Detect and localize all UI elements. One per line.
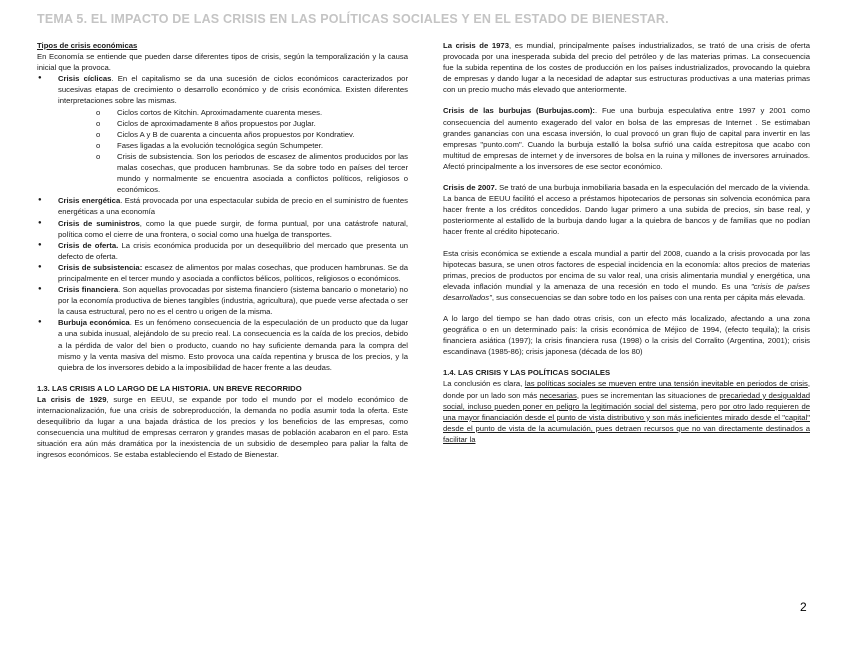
crisis-1929-paragraph bbox=[37, 394, 408, 461]
section-1-4-heading: 1.4. LAS CRISIS Y LAS POLÍTICAS SOCIALES bbox=[443, 368, 611, 378]
bullet-term: Crisis energética bbox=[58, 196, 121, 206]
conclusion-paragraph bbox=[443, 378, 810, 445]
bullet-term: Crisis cíclicas bbox=[58, 74, 112, 84]
crisis-2007-paragraph bbox=[443, 182, 810, 237]
list-item bbox=[37, 218, 408, 240]
crisis-2008-text-a: Esta crisis económica se extiende a escala mundial a partir del 2008, cuando a la crisis provocada por las hipotecas basura, se unen otros factores de especial incidencia en la economía: altos precios de materias primas, precios de productos por encima de su valor real, una crisis alimentaria mundial y energética, una elevada inflación mundial y la amenaza de una recesión en todo el mundo. Es una bbox=[443, 248, 810, 291]
crisis-2008-quote: "crisis de países desarrollados" bbox=[443, 281, 810, 302]
right-column bbox=[443, 40, 810, 445]
bubbles-paragraph bbox=[443, 105, 810, 172]
list-item: o Ciclos A y B de cuarenta a cincuenta años propuestos por Kondratiev. bbox=[117, 129, 408, 140]
list-item bbox=[37, 240, 408, 262]
bullet-text: . Está provocada por una espectacular subida de precio en el suministro de fuentes energéticas a una economía bbox=[58, 196, 408, 217]
crisis-1929-text: , surge en EEUU, se expande por todo el mundo por el modelo económico de internacionalización, fue una crisis de sobreproducción, la demanda no podía asumir toda la oferta. Este desequilibrio da lugar a una bajada drástica de los precios y los beneficios de las empresas, como consecuencia una multitud de empresas cerraron y grandes masas de población acabaron en el paro. Esta situación era aún más dramática por la inexistencia de un subsidio de desempleo para paliar la falta de ingresos económicos. Se estaba estableciendo el Estado de Bienestar. bbox=[37, 394, 408, 460]
list-item bbox=[37, 262, 408, 284]
conclusion-underline-1: las políticas sociales se mueven entre una tensión inevitable en periodos de crisis bbox=[524, 379, 808, 389]
bullet-text: . Es un fenómeno consecuencia de la especulación de un producto que da lugar a una subida inusual, alejándolo de su precio real. La consecuencia es la caída de los precios, debido a la pérdida de valor del bien o producto, cuando no hay suficiente demanda para la compra del mismo y la venta masiva del mismo. Esto provoca una caída repentina y brusca de los precios, y la quiebra de los inversores debido a la imposibilidad de hacer frente a las deudas. bbox=[58, 318, 409, 372]
conclusion-mid-1: , donde por un lado son más bbox=[443, 379, 810, 400]
other-crises-paragraph: A lo largo del tiempo se han dado otras crisis, con un efecto más localizado, afectando a una zona geográfica o en un determinado país: la crisis económica de Méjico de 1994, (efecto tequila); la crisis financiera asiática (1997); la crisis financiera rusa (1998) o la crisis del Corralito (Argentina, 2001); crisis escandinava (1985-86); crisis japonesa (década de los 80) bbox=[443, 313, 810, 357]
bullet-text: escasez de alimentos por malas cosechas, que producen hambrunas. Se da principalmente en el tercer mundo y asociada a conflictos bélicos, políticos, religiosos o económicos. bbox=[58, 262, 408, 283]
crisis-2008-text-b: , sus consecuencias se dan sobre todo en los países con una renta per cápita más elevada. bbox=[491, 292, 806, 302]
list-item bbox=[37, 73, 408, 195]
types-heading: Tipos de crisis económicas bbox=[37, 41, 138, 50]
crisis-2007-term: Crisis de 2007. bbox=[443, 183, 497, 193]
crisis-1929-term: La crisis de 1929 bbox=[37, 394, 107, 404]
crisis-1973-paragraph bbox=[443, 40, 810, 95]
conclusion-lead: La conclusión es clara, bbox=[443, 379, 525, 389]
list-item bbox=[37, 317, 408, 372]
bullet-term: Burbuja económica bbox=[58, 318, 130, 328]
crisis-2007-text: Se trató de una burbuja inmobiliaria basada en la especulación del mercado de la vivienda. La banca de EEUU facilitó el acceso a préstamos hipotecarios de personas sin solvencia económica para hacer frente a los créditos concedidos. Dando lugar primero a una subida de precios, sin base real, y posteriormente al estallido de la burbuja dando lugar a la quiebra de bancos y de familias que no podían hacer frente al crédito hipotecario. bbox=[443, 183, 810, 237]
crisis-2008-paragraph bbox=[443, 248, 810, 303]
list-item: o Ciclos de aproximadamente 8 años propuestos por Juglar. bbox=[117, 118, 408, 129]
crisis-1973-term: La crisis de 1973 bbox=[443, 41, 509, 50]
list-item bbox=[37, 284, 408, 317]
left-column bbox=[37, 40, 408, 460]
list-item bbox=[37, 195, 408, 217]
bullet-term: Crisis financiera bbox=[58, 285, 119, 295]
conclusion-underline-3: precariedad y desigualdad social, incluso pueden poner en peligro la legitimación social del sistema bbox=[443, 390, 810, 411]
types-intro: En Economía se entiende que pueden darse diferentes tipos de crisis, según la temporalización y la causa inicial que la provoca. bbox=[37, 52, 408, 73]
document-title: TEMA 5. EL IMPACTO DE LAS CRISIS EN LAS POLÍTICAS SOCIALES Y EN EL ESTADO DE BIENESTAR. bbox=[37, 12, 669, 26]
conclusion-underline-4: por otro lado requieren de una mayor financiación desde el punto de vista distributivo y son más ineficientes mirado desde el "capital" desde el punto de vista de la acumulación, pues detraen recursos que no van directamente destinados a facilitar la bbox=[443, 401, 811, 444]
bullet-text: . Son aquellas provocadas por sistema financiero (sistema bancario o monetario) no por la economía productiva de bienes tangibles (industria, agricultura), que puede verse afectada o ser la causa estructural, pero no es el centro u origen de la misma. bbox=[58, 285, 408, 317]
bullet-term: Crisis de subsistencia: bbox=[58, 262, 143, 272]
crisis-1973-text: , es mundial, principalmente países industrializados, se trató de una crisis de oferta provocada por una inesperada subida del precio del petróleo y de las materias primas. La consecuencia fue la subida repentina de los costes de producción en los países industrializados, provocando la quiebra de empresas y dando lugar a la necesidad de adaptar sus estructuras productivas a una materias primas con un precio mucho más elevado que anteriormente. bbox=[443, 41, 811, 95]
list-item: o Fases ligadas a la evolución tecnológica según Schumpeter. bbox=[117, 140, 408, 151]
section-1-3-heading: 1.3. LAS CRISIS A LO LARGO DE LA HISTORIA. UN BREVE RECORRIDO bbox=[37, 383, 302, 393]
page-number: 2 bbox=[800, 600, 807, 614]
bullet-term: Crisis de suministros bbox=[58, 218, 140, 228]
conclusion-mid-3: , pero bbox=[696, 401, 720, 411]
bullet-text: La crisis económica producida por un desequilibrio del mercado que presenta un defecto de oferta. bbox=[58, 240, 408, 261]
cyclic-subtypes-list bbox=[58, 107, 408, 196]
bullet-text: . En el capitalismo se da una sucesión de ciclos económicos caracterizados por sucesivas etapas de crecimiento o desarrollo económico y de crisis económica. Existen diferentes interpretaciones sobre las mismas. bbox=[58, 74, 408, 106]
conclusion-underline-2: necesarias bbox=[539, 390, 577, 400]
crisis-types-list bbox=[37, 73, 408, 373]
conclusion-mid-2: , pues se incrementan las situaciones de bbox=[576, 390, 720, 400]
bubbles-term: Crisis de las burbujas (Burbujas.com): bbox=[443, 106, 595, 116]
list-item: o Ciclos cortos de Kitchin. Aproximadamente cuarenta meses. bbox=[117, 107, 408, 118]
bubbles-text: . Fue una burbuja especulativa entre 1997 y 2001 como consecuencia del aumento exagerado del valor en bolsa de las empresas de Internet . Se estimaban grandes ganancias con una escasa inversión, lo cual provocó un gran flujo de capital para invertir en las empresas "punto.com". Cuando la burbuja estalló la bolsa sufrió una caída estrepitosa que acabo con multitud de empresas de internet y de inversores de bolsa en la ruina y millones de inversores arruinados. Afectó principalmente a los inversores de ese sector económico. bbox=[443, 106, 810, 171]
bullet-text: , como la que puede surgir, de forma puntual, por una catástrofe natural, política como el cierre de una frontera, o social como una huelga de transportes. bbox=[58, 218, 409, 239]
bullet-term: Crisis de oferta. bbox=[58, 240, 119, 250]
list-item: o Crisis de subsistencia. Son los periodos de escasez de alimentos producidos por las malas cosechas, que producen hambrunas. Se da sobre todo en países del tercer mundo y normalmente se encuentra asociada a conflictos políticos, religiosos o económicos. bbox=[117, 151, 408, 195]
